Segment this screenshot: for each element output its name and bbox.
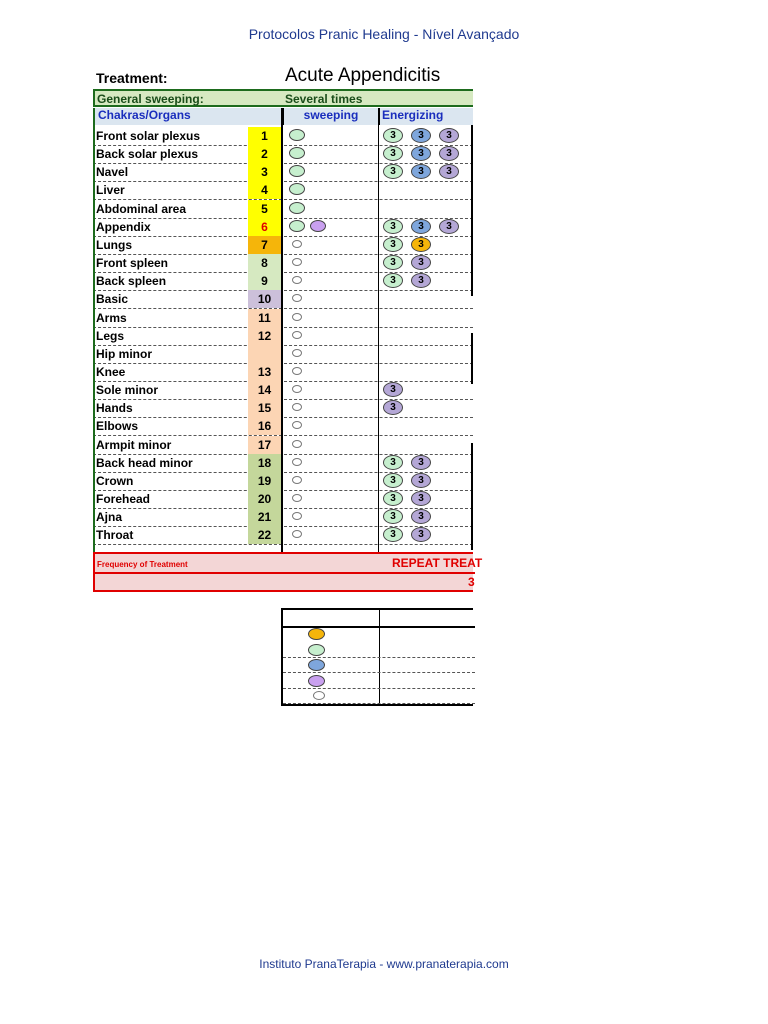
energizing-cell bbox=[380, 526, 473, 544]
row-number: 17 bbox=[248, 436, 281, 454]
sweep-cell bbox=[283, 472, 379, 490]
green-sweep-icon bbox=[289, 165, 305, 177]
row-name: Arms bbox=[96, 311, 127, 325]
green-energy-icon: 3 bbox=[383, 455, 403, 470]
green-sweep-icon bbox=[289, 202, 305, 214]
energizing-cell bbox=[380, 363, 473, 381]
table-row bbox=[93, 472, 473, 490]
frequency-value: 3 bbox=[468, 575, 475, 589]
table-right-border bbox=[471, 125, 473, 296]
row-name: Front spleen bbox=[96, 256, 169, 270]
table-vertical-line bbox=[378, 108, 379, 552]
row-number: 6 bbox=[248, 218, 281, 236]
energizing-cell bbox=[380, 236, 473, 254]
minor-sweep-icon bbox=[292, 349, 302, 357]
sweep-cell bbox=[283, 272, 379, 290]
row-number: 12 bbox=[248, 327, 281, 345]
energizing-cell bbox=[380, 272, 473, 290]
row-number: 16 bbox=[248, 417, 281, 435]
energizing-cell bbox=[380, 399, 473, 417]
table-row bbox=[93, 399, 473, 417]
row-name: Crown bbox=[96, 474, 134, 488]
violet-energy-icon: 3 bbox=[383, 382, 403, 397]
green-sweep-icon bbox=[289, 220, 305, 232]
table-row bbox=[93, 272, 473, 290]
color-legend bbox=[281, 608, 473, 706]
sweep-cell bbox=[283, 508, 379, 526]
green-energy-icon: 3 bbox=[383, 527, 403, 542]
sweep-cell bbox=[283, 163, 379, 181]
row-name: Back spleen bbox=[96, 274, 167, 288]
row-name: Back head minor bbox=[96, 456, 193, 470]
row-name: Navel bbox=[96, 165, 129, 179]
violet-energy-icon: 3 bbox=[439, 146, 459, 161]
green-energy-icon: 3 bbox=[383, 491, 403, 506]
violet-energy-icon: 3 bbox=[411, 527, 431, 542]
column-header-sweeping: sweeping bbox=[282, 108, 378, 125]
green-sweep-icon bbox=[289, 129, 305, 141]
row-name: Hip minor bbox=[96, 347, 152, 361]
table-row bbox=[93, 363, 473, 381]
minor-sweep-icon bbox=[292, 403, 302, 411]
sweep-cell bbox=[283, 200, 379, 218]
row-number: 21 bbox=[248, 508, 281, 526]
row-number: 15 bbox=[248, 399, 281, 417]
repeat-treatment-label: REPEAT TREAT bbox=[392, 556, 483, 570]
row-number: 20 bbox=[248, 490, 281, 508]
row-name: Elbows bbox=[96, 419, 139, 433]
energizing-cell bbox=[380, 472, 473, 490]
minor-sweep-icon bbox=[292, 276, 302, 284]
green-energy-icon: 3 bbox=[383, 219, 403, 234]
row-name: Ajna bbox=[96, 510, 123, 524]
row-number: 11 bbox=[248, 309, 281, 327]
green-energy-icon: 3 bbox=[383, 164, 403, 179]
energizing-cell bbox=[380, 508, 473, 526]
table-row bbox=[93, 417, 473, 435]
legend-divider-line bbox=[283, 672, 475, 673]
table-row bbox=[93, 454, 473, 472]
table-right-border bbox=[471, 443, 473, 550]
sweep-cell bbox=[283, 363, 379, 381]
blue-energy-icon: 3 bbox=[411, 164, 431, 179]
row-name: Basic bbox=[96, 292, 129, 306]
legend-divider-line bbox=[283, 703, 475, 704]
energizing-cell bbox=[380, 181, 473, 199]
sweep-cell bbox=[283, 127, 379, 145]
row-number: 4 bbox=[248, 181, 281, 199]
green-energy-icon: 3 bbox=[383, 473, 403, 488]
violet-energy-icon: 3 bbox=[439, 164, 459, 179]
sweep-cell bbox=[283, 399, 379, 417]
violet-energy-icon: 3 bbox=[383, 400, 403, 415]
row-number bbox=[248, 345, 281, 363]
row-number: 8 bbox=[248, 254, 281, 272]
sweep-cell bbox=[283, 327, 379, 345]
row-name: Lungs bbox=[96, 238, 132, 252]
table-row bbox=[93, 236, 473, 254]
table-row bbox=[93, 345, 473, 363]
row-name: Forehead bbox=[96, 492, 151, 506]
sweep-cell bbox=[283, 345, 379, 363]
violet-energy-icon: 3 bbox=[411, 509, 431, 524]
energizing-cell bbox=[380, 163, 473, 181]
table-row bbox=[93, 145, 473, 163]
energizing-cell bbox=[380, 454, 473, 472]
row-name: Hands bbox=[96, 401, 133, 415]
blue-energy-icon: 3 bbox=[411, 146, 431, 161]
row-name: Knee bbox=[96, 365, 126, 379]
row-number: 10 bbox=[248, 290, 281, 308]
legend-divider-line bbox=[283, 688, 475, 689]
treatment-title: Acute Appendicitis bbox=[285, 65, 441, 86]
row-name: Sole minor bbox=[96, 383, 159, 397]
row-number: 14 bbox=[248, 381, 281, 399]
minor-sweep-icon bbox=[292, 331, 302, 339]
column-header-energizing: Energizing bbox=[379, 108, 473, 125]
minor-sweep-icon bbox=[292, 494, 302, 502]
minor-sweep-icon bbox=[292, 458, 302, 466]
row-number: 19 bbox=[248, 472, 281, 490]
table-row bbox=[93, 163, 473, 181]
table-row bbox=[93, 127, 473, 145]
minor-sweep-icon bbox=[292, 476, 302, 484]
sweep-cell bbox=[283, 236, 379, 254]
table-vertical-line bbox=[93, 108, 95, 552]
energizing-cell bbox=[380, 345, 473, 363]
minor-sweep-icon bbox=[292, 294, 302, 302]
energizing-cell bbox=[380, 417, 473, 435]
row-number: 1 bbox=[248, 127, 281, 145]
row-name: Back solar plexus bbox=[96, 147, 199, 161]
general-sweeping-label: General sweeping: bbox=[97, 92, 204, 106]
energizing-cell bbox=[380, 200, 473, 218]
energizing-cell bbox=[380, 490, 473, 508]
table-row bbox=[93, 218, 473, 236]
minor-sweep-icon bbox=[292, 421, 302, 429]
table-row bbox=[93, 309, 473, 327]
row-number: 22 bbox=[248, 526, 281, 544]
minor-sweep-icon bbox=[292, 385, 302, 393]
table-row bbox=[93, 200, 473, 218]
row-name: Appendix bbox=[96, 220, 151, 234]
frequency-label: Frequency of Treatment bbox=[97, 560, 188, 569]
row-name: Throat bbox=[96, 528, 134, 542]
green-sweep-icon bbox=[289, 183, 305, 195]
row-name: Armpit minor bbox=[96, 438, 172, 452]
energizing-cell bbox=[380, 127, 473, 145]
violet-sweep-icon bbox=[310, 220, 326, 232]
row-name: Front solar plexus bbox=[96, 129, 201, 143]
legend-divider-line bbox=[283, 657, 475, 658]
green-energy-icon: 3 bbox=[383, 273, 403, 288]
violet-energy-icon: 3 bbox=[439, 219, 459, 234]
energizing-cell bbox=[380, 290, 473, 308]
legend-violet-icon bbox=[308, 675, 325, 687]
row-number: 18 bbox=[248, 454, 281, 472]
table-vertical-line bbox=[281, 108, 283, 552]
table-row bbox=[93, 381, 473, 399]
energizing-cell bbox=[380, 309, 473, 327]
blue-energy-icon: 3 bbox=[411, 128, 431, 143]
row-number: 3 bbox=[248, 163, 281, 181]
column-header-chakras: Chakras/Organs bbox=[93, 108, 281, 125]
minor-sweep-icon bbox=[292, 258, 302, 266]
sweep-cell bbox=[283, 218, 379, 236]
row-name: Abdominal area bbox=[96, 202, 187, 216]
green-sweep-icon bbox=[289, 147, 305, 159]
energizing-cell bbox=[380, 254, 473, 272]
violet-energy-icon: 3 bbox=[411, 455, 431, 470]
row-number: 9 bbox=[248, 272, 281, 290]
energizing-cell bbox=[380, 218, 473, 236]
orange-energy-icon: 3 bbox=[411, 237, 431, 252]
table-row bbox=[93, 508, 473, 526]
row-divider bbox=[93, 544, 473, 545]
sweep-cell bbox=[283, 290, 379, 308]
row-number: 7 bbox=[248, 236, 281, 254]
sweep-cell bbox=[283, 526, 379, 544]
sweep-cell bbox=[283, 436, 379, 454]
table-row bbox=[93, 254, 473, 272]
minor-sweep-icon bbox=[292, 313, 302, 321]
minor-sweep-icon bbox=[292, 440, 302, 448]
legend-blue-icon bbox=[308, 659, 325, 671]
sweep-cell bbox=[283, 417, 379, 435]
legend-divider bbox=[379, 610, 380, 706]
sweep-cell bbox=[283, 381, 379, 399]
blue-energy-icon: 3 bbox=[411, 219, 431, 234]
sweep-cell bbox=[283, 254, 379, 272]
sweep-cell bbox=[283, 490, 379, 508]
table-right-border bbox=[471, 333, 473, 384]
row-number: 5 bbox=[248, 200, 281, 218]
frequency-divider bbox=[95, 572, 475, 574]
minor-sweep-icon bbox=[292, 512, 302, 520]
sweep-cell bbox=[283, 309, 379, 327]
violet-energy-icon: 3 bbox=[411, 255, 431, 270]
green-energy-icon: 3 bbox=[383, 255, 403, 270]
table-row bbox=[93, 526, 473, 544]
table-row bbox=[93, 436, 473, 454]
minor-sweep-icon bbox=[292, 240, 302, 248]
green-energy-icon: 3 bbox=[383, 237, 403, 252]
table-row bbox=[93, 490, 473, 508]
energizing-cell bbox=[380, 381, 473, 399]
legend-minor-icon bbox=[313, 691, 325, 700]
page-footer: Instituto PranaTerapia - www.pranaterapia.com bbox=[259, 957, 509, 971]
general-sweeping-row bbox=[93, 89, 473, 107]
frequency-box bbox=[93, 552, 483, 592]
row-number: 13 bbox=[248, 363, 281, 381]
energizing-cell bbox=[380, 436, 473, 454]
page-header: Protocolos Pranic Healing - Nível Avançado bbox=[248, 26, 520, 42]
energizing-cell bbox=[380, 327, 473, 345]
legend-green-icon bbox=[308, 644, 325, 656]
green-energy-icon: 3 bbox=[383, 128, 403, 143]
green-energy-icon: 3 bbox=[383, 146, 403, 161]
violet-energy-icon: 3 bbox=[411, 491, 431, 506]
energizing-cell bbox=[380, 145, 473, 163]
sweep-cell bbox=[283, 181, 379, 199]
violet-energy-icon: 3 bbox=[411, 273, 431, 288]
violet-energy-icon: 3 bbox=[411, 473, 431, 488]
sweep-cell bbox=[283, 454, 379, 472]
minor-sweep-icon bbox=[292, 367, 302, 375]
table-row bbox=[93, 327, 473, 345]
treatment-label: Treatment: bbox=[96, 70, 168, 86]
violet-energy-icon: 3 bbox=[439, 128, 459, 143]
table-row bbox=[93, 290, 473, 308]
green-energy-icon: 3 bbox=[383, 509, 403, 524]
sweep-cell bbox=[283, 145, 379, 163]
row-name: Liver bbox=[96, 183, 125, 197]
minor-sweep-icon bbox=[292, 530, 302, 538]
table-row bbox=[93, 181, 473, 199]
legend-orange-icon bbox=[308, 628, 325, 640]
row-name: Legs bbox=[96, 329, 125, 343]
general-sweeping-value: Several times bbox=[285, 92, 363, 106]
row-number: 2 bbox=[248, 145, 281, 163]
